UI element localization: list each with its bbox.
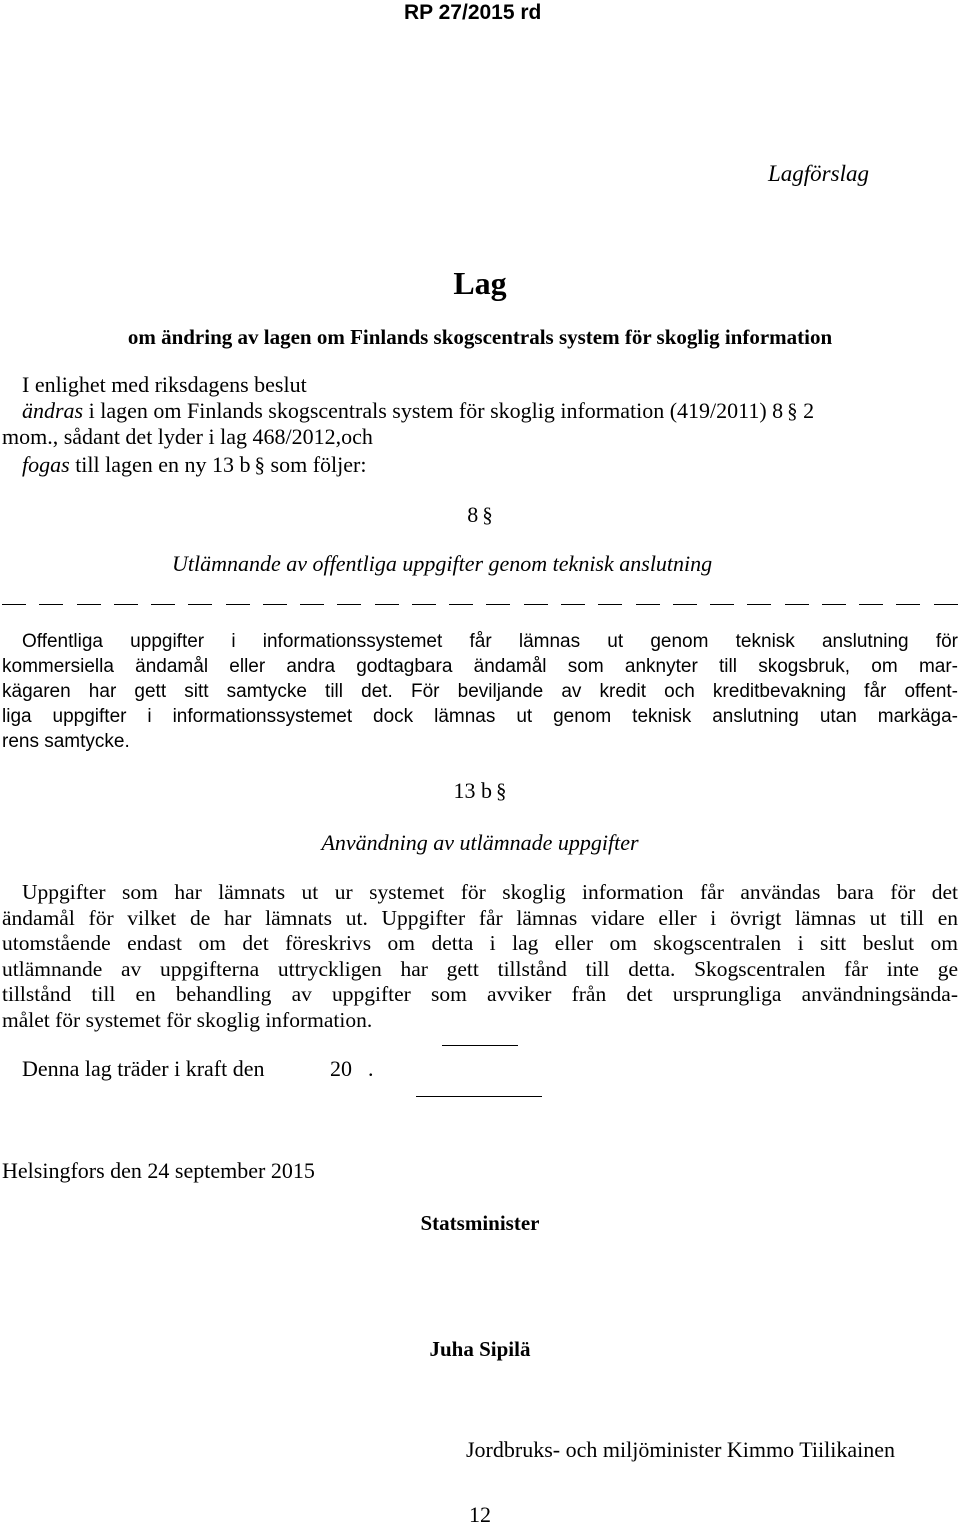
entry-into-force-year: 20 [330,1056,352,1081]
omission-dash [673,604,697,614]
entry-into-force-text: Denna lag träder i kraft den [22,1056,265,1081]
intro-line-3: mom., sådant det lyder i lag 468/2012,och [2,424,373,449]
paragraph-line: utomstående endast om det föreskrivs om detta i lag eller om skogscentralen i sitt beslut om [2,931,958,955]
paragraph-line: Offentliga uppgifter i informationssystemet får lämnas ut genom teknisk anslutning för [22,631,958,652]
section-symbol-icon: § [254,453,266,477]
omission-dash [412,604,436,614]
omission-dash [710,604,734,614]
omission-dash [39,604,63,614]
omission-dash [337,604,361,614]
paragraph-line: rens samtycke. [2,731,130,752]
paragraph-line: utlämnande av uppgifterna uttryckligen har gett tillstånd till detta. Skogscentralen får inte ge [2,956,958,981]
section-8-paragraph [2,629,958,754]
omission-dash [449,604,473,614]
omission-dash [226,604,250,614]
intro-amend-keyword: ändras [22,398,84,423]
omission-dash [2,604,26,614]
omission-dash [300,604,324,614]
section-symbol-icon: § [787,399,798,423]
section-13b-number [0,778,960,804]
omission-dash [598,604,622,614]
intro-line-4 [22,452,366,478]
place-date: Helsingfors den 24 september 2015 [2,1158,315,1183]
omission-dash [561,604,585,614]
page-number: 12 [469,1502,491,1527]
signature-title: Statsminister [420,1211,540,1235]
document-id: RP 27/2015 rd [404,1,542,24]
paragraph-line: målet för systemet för skoglig information. [2,1007,373,1032]
intro-line-4-text: till lagen en ny 13 b [69,452,251,477]
omission-dash [114,604,138,614]
paragraph-line: Uppgifter som har lämnats ut ur systemet för skoglig information får användas bara för det [22,880,958,904]
section-symbol-icon: § [496,779,507,803]
intro-line-2-tail: 2 [803,398,815,423]
omission-dash [896,604,920,614]
separator-rule-long [416,1096,542,1097]
intro-line-1: I enlighet med riksdagens beslut [22,372,307,397]
omission-dash [859,604,883,614]
paragraph-line: ändamål för vilket de har lämnats ut. Uppgifter får lämnas vidare eller i övrigt lämnas ut till en [2,905,958,930]
paragraph-line: tillstånd till en behandling av uppgifter som avviker från det ursprungliga användningsända- [2,982,958,1006]
paragraph-line: kommersiella ändamål eller andra godtagbara ändamål som anknyter till skogsbruk, om mar- [2,656,958,677]
omission-dash [636,604,660,614]
intro-line-4-tail: som följer: [270,452,367,477]
section-13b-number-text: 13 b [453,778,492,803]
omission-dash [747,604,771,614]
entry-into-force-dot: . [368,1056,374,1081]
law-title: Lag [453,265,507,301]
law-subtitle: om ändring av lagen om Finlands skogscentrals system för skoglig information [127,325,833,349]
minister-signature: Jordbruks- och miljöminister Kimmo Tiilikainen [466,1437,895,1462]
omission-dash [822,604,846,614]
intro-line-2 [22,398,814,424]
omission-dash [77,604,101,614]
paragraph-line: liga uppgifter i informationssystemet dock lämnas ut genom teknisk anslutning utan markäga- [2,706,958,727]
omitted-text-dashes [2,604,958,614]
omission-dash [263,604,287,614]
separator-rule-short [442,1045,518,1046]
intro-add-keyword: fogas [22,452,70,477]
intro-line-2-text: i lagen om Finlands skogscentrals system för skoglig information (419/2011) 8 [83,398,784,423]
proposal-label: Lagförslag [768,161,869,186]
omission-dash [151,604,175,614]
section-8-heading: Utlämnande av offentliga uppgifter genom teknisk anslutning [172,551,713,576]
section-13b-paragraph [2,880,958,1033]
section-13b-heading: Användning av utlämnade uppgifter [321,830,639,855]
omission-dash [785,604,809,614]
omission-dash [934,604,958,614]
section-symbol-icon: § [482,503,493,527]
signature-name: Juha Sipilä [429,1337,531,1361]
omission-dash [486,604,510,614]
section-8-number-text: 8 [467,502,479,527]
section-8-number [0,502,960,528]
entry-into-force [22,1056,265,1082]
omission-dash [375,604,399,614]
paragraph-line: kägaren har gett sitt samtycke till det. För beviljande av kredit och kreditbevakning får offent- [2,681,958,702]
omission-dash [524,604,548,614]
omission-dash [188,604,212,614]
